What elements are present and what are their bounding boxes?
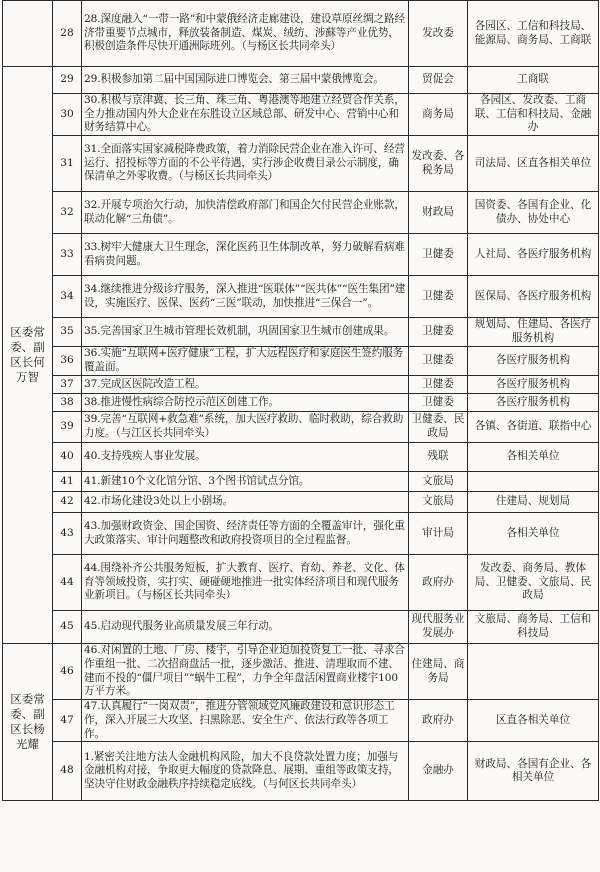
task-number-cell: 45 — [53, 611, 82, 644]
cooperating-units-cell — [468, 644, 599, 700]
task-table-body — [3, 1, 599, 801]
task-number-cell: 40 — [53, 443, 82, 472]
task-description-cell: 37.完成区医院改造工程。 — [82, 376, 409, 394]
task-description-cell: 46.对闲置的土地、厂房、楼宇，引导企业迫加投资复工一批、寻求合作重组一批、二次招商盘活一批，逐步激活、推进、清理取而不建、建而不投的“僵尸项目”“蜗牛工程”，力争全年盘活闲置商业楼宇100万平方米。 — [82, 644, 409, 700]
task-table — [2, 0, 599, 801]
table-row — [3, 376, 599, 394]
lead-unit-cell: 政府办 — [409, 555, 468, 611]
table-row — [3, 318, 599, 347]
leader-cell: 区委常委、副区长何万智 — [3, 67, 53, 644]
lead-unit-cell: 审计局 — [409, 513, 468, 555]
cooperating-units-cell — [468, 472, 599, 492]
task-description-cell: 28.深度融入“一带一路”和中蒙俄经济走廊建设，建设草原丝绸之路经济带重要节点城市，释放装备制造、煤炭、绒纺、涉蘇等产业优势，积极创造条件尽快开通洲际班列。（与杨区长共同牵头） — [82, 1, 409, 67]
task-description-cell: 36.实施“互联网+医疗健康”工程，扩大远程医疗和家庭医生签约服务覆盖面。 — [82, 347, 409, 376]
task-description-cell: 38.推进慢性病综合防控示范区创建工作。 — [82, 394, 409, 412]
cooperating-units-cell: 各医疗服务机构 — [468, 394, 599, 412]
cooperating-units-cell: 各园区、工信和科技局、能源局、商务局、工商联 — [468, 1, 599, 67]
lead-unit-cell: 卫健委、民政局 — [409, 412, 468, 443]
task-number-cell: 44 — [53, 555, 82, 611]
task-description-cell: 39.完善“互联网+救急难”系统，加大医疗救助、临时救助，综合救助力度。（与江区长共同牵头） — [82, 412, 409, 443]
task-description-cell: 30.积极与京津冀、长三角、珠三角、粤港澳等地建立经贸合作关系，全力推动国内外大企业在东胜设立区域总部、研发中心、营销中心和财务结算中心。 — [82, 94, 409, 136]
table-row — [3, 472, 599, 492]
task-number-cell: 28 — [53, 1, 82, 67]
table-row — [3, 700, 599, 742]
table-row — [3, 443, 599, 472]
cooperating-units-cell: 财政局、各国有企业、各相关单位 — [468, 742, 599, 801]
leader-cell — [3, 1, 53, 67]
lead-unit-cell: 卫健委 — [409, 376, 468, 394]
cooperating-units-cell: 各园区、发改委、工商联、工信和科技局、金融办 — [468, 94, 599, 136]
table-row — [3, 394, 599, 412]
lead-unit-cell: 文旅局 — [409, 472, 468, 492]
cooperating-units-cell: 各相关单位 — [468, 443, 599, 472]
table-row — [3, 192, 599, 234]
leader-cell: 区委常委、副区长杨光耀 — [3, 644, 53, 801]
task-number-cell: 33 — [53, 234, 82, 276]
task-number-cell: 29 — [53, 67, 82, 94]
lead-unit-cell: 财政局 — [409, 192, 468, 234]
cooperating-units-cell: 司法局、区直各相关单位 — [468, 136, 599, 192]
lead-unit-cell: 卫健委 — [409, 234, 468, 276]
task-description-cell: 33.树牢大健康大卫生理念，深化医药卫生体制改革，努力破解看病难看病贵问题。 — [82, 234, 409, 276]
table-row — [3, 1, 599, 67]
table-row — [3, 644, 599, 700]
task-description-cell: 47.认真履行“一岗双责”，推进分管领域党风廉政建设和意识形态工作，深入开展三大攻坚、扫黑除恶、安全生产、依法行政等各项工作。 — [82, 700, 409, 742]
task-description-cell: 42.市场化建设3处以上小剧场。 — [82, 492, 409, 513]
table-row — [3, 347, 599, 376]
task-description-cell: 44.围绕补齐公共服务短板，扩大教育、医疗、育幼、养老、文化、体育等领域投资，实打实、硬碰硬地推进一批实体经济项目和现代服务业新项目。（与杨区长共同牵头） — [82, 555, 409, 611]
task-description-cell: 40.支持残疾人事业发展。 — [82, 443, 409, 472]
task-number-cell: 31 — [53, 136, 82, 192]
lead-unit-cell: 金融办 — [409, 742, 468, 801]
cooperating-units-cell: 国资委、各国有企业、化债办、协处中心 — [468, 192, 599, 234]
task-description-cell: 41.新建10个文化馆分馆、3个图书馆试点分馆。 — [82, 472, 409, 492]
task-description-cell: 35.完善国家卫生城市管理长效机制，巩固国家卫生城市创建成果。 — [82, 318, 409, 347]
lead-unit-cell: 贸促会 — [409, 67, 468, 94]
task-number-cell: 36 — [53, 347, 82, 376]
cooperating-units-cell: 规划局、住建局、各医疗服务机构 — [468, 318, 599, 347]
lead-unit-cell: 政府办 — [409, 700, 468, 742]
lead-unit-cell: 卫健委 — [409, 276, 468, 318]
task-number-cell: 48 — [53, 742, 82, 801]
task-number-cell: 42 — [53, 492, 82, 513]
task-number-cell: 30 — [53, 94, 82, 136]
task-number-cell: 46 — [53, 644, 82, 700]
table-row — [3, 136, 599, 192]
table-row — [3, 492, 599, 513]
table-row — [3, 412, 599, 443]
cooperating-units-cell: 医保局、各医疗服务机构 — [468, 276, 599, 318]
task-description-cell: 34.继续推进分级诊疗服务，深入推进“医联体”“医共体”“医生集团”建设，实施医疗、医保、医药“三医”联动，加快推进“三保合一”。 — [82, 276, 409, 318]
task-number-cell: 38 — [53, 394, 82, 412]
cooperating-units-cell: 各相关单位 — [468, 513, 599, 555]
lead-unit-cell: 文旅局 — [409, 492, 468, 513]
table-row — [3, 555, 599, 611]
cooperating-units-cell: 各医疗服务机构 — [468, 376, 599, 394]
task-number-cell: 39 — [53, 412, 82, 443]
task-description-cell: 1.紧密关注地方法人金融机构风险，加大不良贷款处置力度；加强与金融机构对接，争取更大幅度的贷款降息、展期、重组等政策支持，坚决守住财政金融秩序持续稳定底线。（与何区长共同牵头） — [82, 742, 409, 801]
lead-unit-cell: 住建局、商务局 — [409, 644, 468, 700]
lead-unit-cell: 商务局 — [409, 94, 468, 136]
task-description-cell: 43.加强财政资金、国企国资、经济责任等方面的全覆盖审计，强化重大政策落实、审计问题整改和政府投资项目的全过程监督。 — [82, 513, 409, 555]
table-row — [3, 611, 599, 644]
cooperating-units-cell: 工商联 — [468, 67, 599, 94]
task-number-cell: 37 — [53, 376, 82, 394]
cooperating-units-cell: 文旅局、商务局、工信和科技局 — [468, 611, 599, 644]
task-description-cell: 32.开展专项治欠行动，加快清偿政府部门和国企欠付民营企业账款，联动化解“三角债”。 — [82, 192, 409, 234]
task-number-cell: 43 — [53, 513, 82, 555]
task-description-cell: 31.全面落实国家减税降费政策，着力消除民营企业在准入许可、经营运行、招投标等方面的不公平待遇，实行涉企收费目录公示制度，确保清单之外零收费。（与杨区长共同牵头） — [82, 136, 409, 192]
cooperating-units-cell: 各医疗服务机构 — [468, 347, 599, 376]
lead-unit-cell: 残联 — [409, 443, 468, 472]
task-description-cell: 29.积极参加第二届中国国际进口博览会、第三届中蒙俄博览会。 — [82, 67, 409, 94]
task-description-cell: 45.启动现代服务业高质量发展三年行动。 — [82, 611, 409, 644]
cooperating-units-cell: 住建局、规划局 — [468, 492, 599, 513]
task-number-cell: 34 — [53, 276, 82, 318]
task-number-cell: 47 — [53, 700, 82, 742]
lead-unit-cell: 卫健委 — [409, 347, 468, 376]
lead-unit-cell: 卫健委 — [409, 318, 468, 347]
table-row — [3, 67, 599, 94]
task-number-cell: 35 — [53, 318, 82, 347]
table-row — [3, 742, 599, 801]
cooperating-units-cell: 区直各相关单位 — [468, 700, 599, 742]
lead-unit-cell: 发改委 — [409, 1, 468, 67]
table-row — [3, 94, 599, 136]
lead-unit-cell: 卫健委 — [409, 394, 468, 412]
lead-unit-cell: 发改委、各税务局 — [409, 136, 468, 192]
cooperating-units-cell: 各镇、各街道、联指中心 — [468, 412, 599, 443]
lead-unit-cell: 现代服务业发展办 — [409, 611, 468, 644]
table-row — [3, 276, 599, 318]
cooperating-units-cell: 人社局、各医疗服务机构 — [468, 234, 599, 276]
table-row — [3, 513, 599, 555]
table-row — [3, 234, 599, 276]
cooperating-units-cell: 发改委、商务局、教体局、卫健委、文旅局、民政局 — [468, 555, 599, 611]
task-number-cell: 32 — [53, 192, 82, 234]
task-number-cell: 41 — [53, 472, 82, 492]
